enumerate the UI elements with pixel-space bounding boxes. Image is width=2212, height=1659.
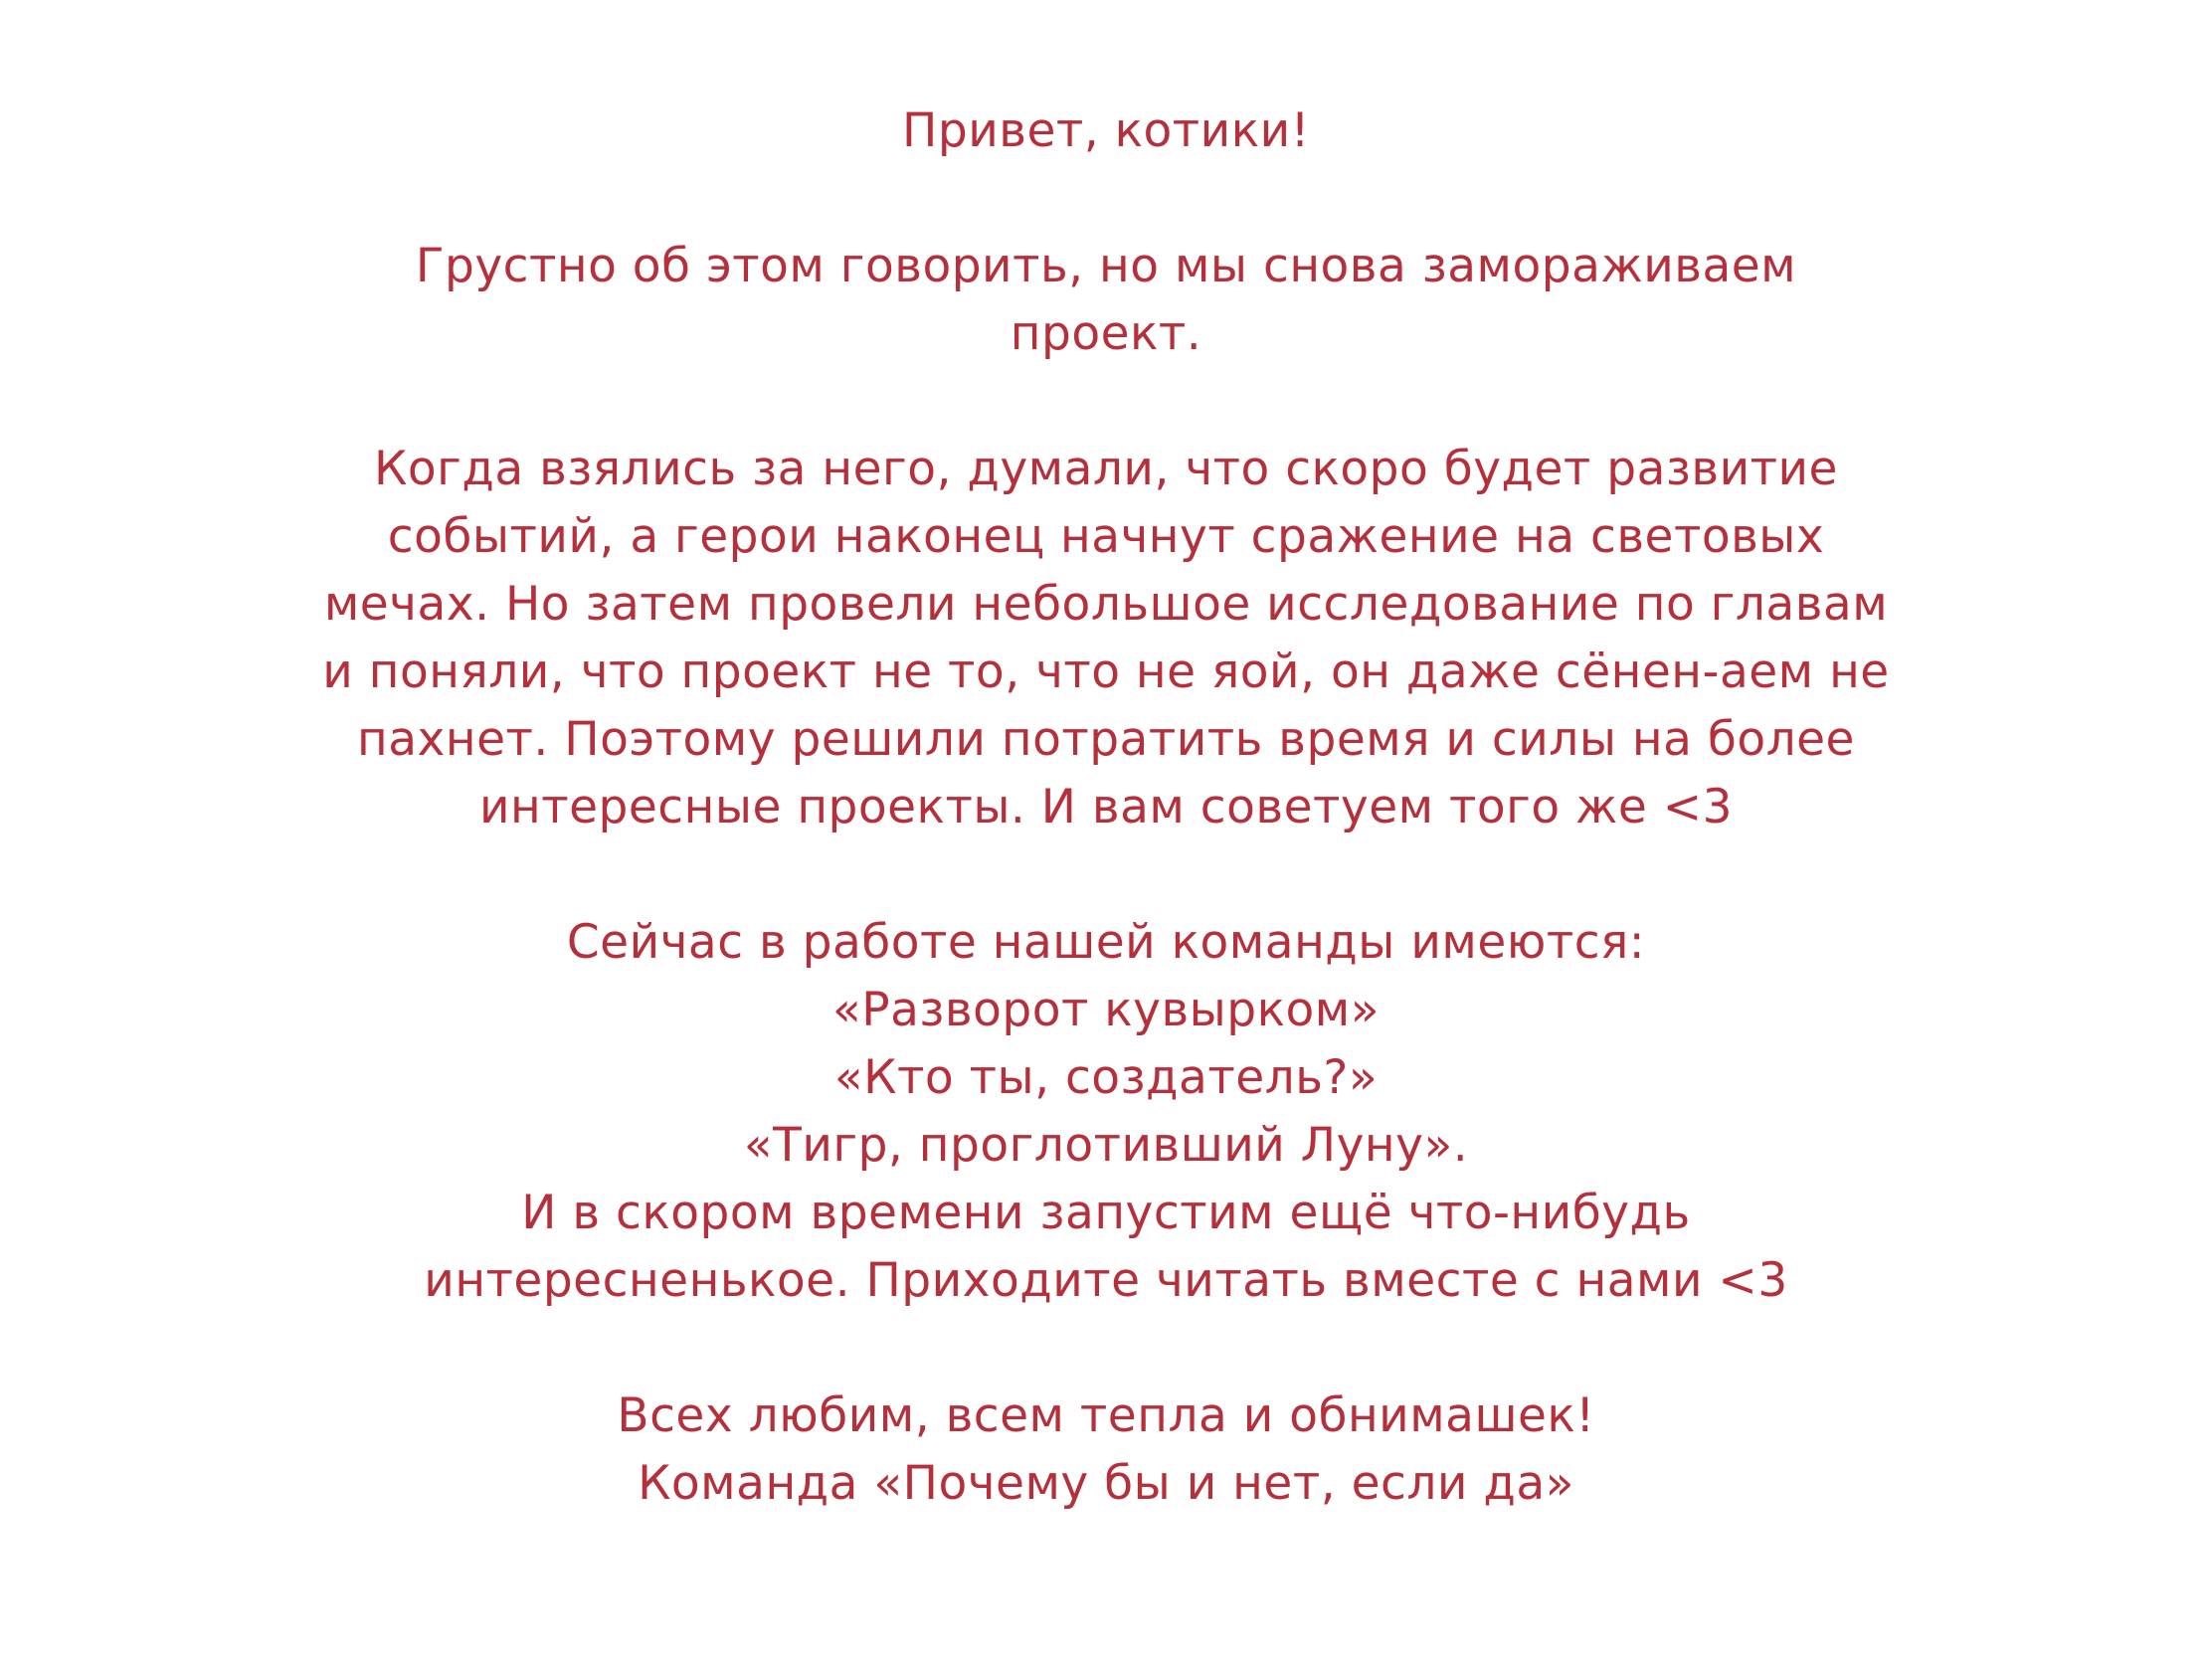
- paragraph-reason: [261, 436, 1951, 841]
- paragraph-projects: [261, 909, 1951, 1315]
- text-line: И в скором времени запустим ещё что-нибудь: [521, 1186, 1691, 1240]
- project-title: «Кто ты, создатель?»: [833, 1050, 1379, 1105]
- text-line: Грустно об этом говорить, но мы снова замораживаем: [415, 239, 1797, 293]
- project-title: «Тигр, проглотивший Луну».: [743, 1118, 1469, 1173]
- team-signature: Команда «Почему бы и нет, если да»: [638, 1456, 1574, 1511]
- text-line: и поняли, что проект не то, что не яой, он даже сёнен-аем не: [322, 645, 1890, 699]
- text-line: интересненькое. Приходите читать вместе с нами <3: [424, 1253, 1788, 1308]
- paragraph-gap: [261, 1315, 1951, 1382]
- project-title: «Разворот кувырком»: [832, 983, 1380, 1037]
- greeting: Привет, котики!: [902, 103, 1310, 158]
- paragraph-freeze: [261, 233, 1951, 368]
- text-line: интересные проекты. И вам советуем того же <3: [478, 780, 1734, 834]
- projects-intro: Сейчас в работе нашей команды имеются:: [566, 915, 1646, 970]
- text-line: событий, а герои наконец начнут сражение на световых: [387, 509, 1825, 564]
- text-line: мечах. Но затем провели небольшое исследование по главам: [323, 577, 1889, 632]
- announcement-letter: [261, 97, 1951, 1518]
- closing: [261, 1382, 1951, 1518]
- paragraph-gap: [261, 165, 1951, 233]
- text-line: проект.: [1010, 306, 1202, 361]
- paragraph-gap: [261, 368, 1951, 436]
- paragraph-gap: [261, 841, 1951, 909]
- text-line: пахнет. Поэтому решили потратить время и силы на более: [357, 712, 1855, 767]
- text-line: Когда взялись за него, думали, что скоро будет развитие: [374, 442, 1838, 496]
- closing-wishes: Всех любим, всем тепла и обнимашек!: [617, 1388, 1595, 1443]
